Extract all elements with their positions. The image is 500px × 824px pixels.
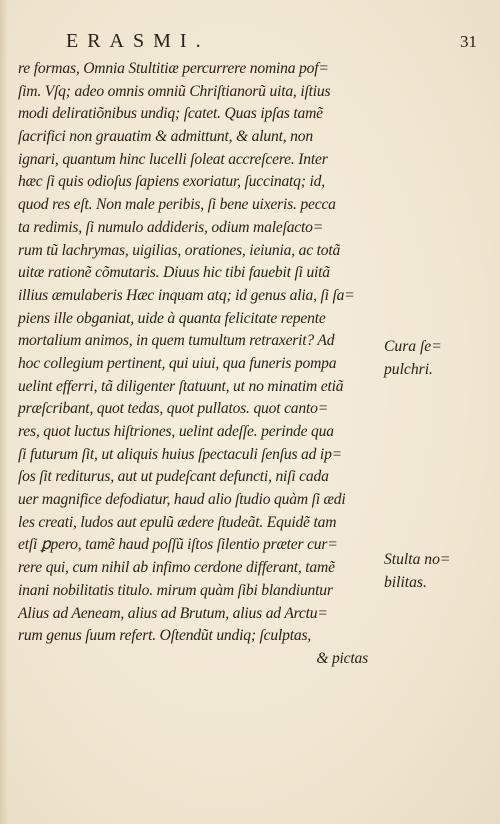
main-text-block: [18, 58, 390, 671]
marginal-note-cura-sepulchri: [384, 336, 442, 381]
text-line: hæc ſi quis odioſus ſapiens exoriatur, ſuccinatq; id,: [18, 173, 325, 191]
text-line: inani nobilitatis titulo. mirum quàm ſibi blandiuntur: [18, 581, 333, 599]
text-line: re formas, Omnia Stultitiæ percurrere nomina pof=: [18, 60, 329, 77]
text-line-catchword: & pictas: [316, 649, 368, 667]
text-line: uitæ rationẽ cõmutaris. Diuus hic tibi fauebit ſi uitã: [18, 264, 330, 282]
text-line: etſi ꝑpero, tamẽ haud poſſũ iſtos ſilentio præter cur=: [18, 536, 338, 554]
text-line: ta redimis, ſi numulo addideris, odium maleſacto=: [18, 218, 324, 236]
text-line: ignari, quantum hinc lucelli ſoleat accreſcere. Inter: [18, 150, 328, 168]
text-line: uelint efferri, tã diligenter ſtatuunt, ut no minatim etiã: [18, 377, 344, 395]
text-line: piens ille obganiat, uide à quanta felicitate repente: [18, 309, 326, 327]
text-line: ſi futurum ſit, ut aliquis huius ſpectaculi ſenſus ad ip=: [18, 445, 342, 463]
text-line: rum genus ſuum refert. Oſtendũt undiq; ſculptas,: [18, 627, 312, 645]
text-line: ſim. Vſq; adeo omnis omniũ Chriſtianorũ uita, iſtius: [18, 82, 331, 100]
text-line: quod res eſt. Non male peribis, ſi bene uixeris. pecca: [18, 196, 336, 214]
marginal-note-line: pulchri.: [384, 360, 433, 378]
text-line: hoc collegium pertinent, qui uiui, qua funeris pompa: [18, 354, 337, 372]
marginal-note-line: Cura ſe=: [384, 338, 442, 355]
text-line: ſos ſit rediturus, aut ut pudeſcant defuncti, niſi cada: [18, 468, 329, 486]
marginal-note-line: Stulta no=: [384, 551, 451, 568]
text-line: uer magnifice defodiatur, haud alio ſtudio quàm ſi ædi: [18, 491, 346, 509]
text-line: res, quot luctus hiſtriones, uelint adeſſe. perinde qua: [18, 423, 334, 440]
text-line: les creati, ludos aut epulũ ædere ſtudeãt. Equidẽ tam: [18, 513, 337, 531]
text-line: mortalium animos, in quem tumultum retraxerit? Ad: [18, 332, 335, 350]
marginal-note-stulta-nobilitas: [384, 549, 450, 594]
page-number: 31: [460, 32, 477, 51]
text-line: præſcribant, quot tedas, quot pullatos. quot canto=: [18, 400, 329, 418]
page-gutter-shadow: [0, 0, 8, 824]
running-head: ERASMI.: [66, 30, 210, 52]
text-line: modi deliratiõnibus undiq; ſcatet. Quas ipſas tamẽ: [18, 105, 323, 123]
text-line: rum tũ lachrymas, uigilias, orationes, ieiunia, ac totã: [18, 241, 341, 259]
text-line: Alius ad Aeneam, alius ad Brutum, alius ad Arctu=: [18, 604, 328, 622]
page-header: [0, 30, 500, 56]
text-line: ſacrifici non grauatim & admittunt, & alunt, non: [18, 128, 313, 146]
marginal-note-line: bilitas.: [384, 573, 427, 591]
text-line: illius æmulaberis Hæc inquam atq; id genus alia, ſi ſa=: [18, 286, 355, 304]
text-line: rere qui, cum nihil ab infimo cerdone differant, tamẽ: [18, 559, 335, 577]
